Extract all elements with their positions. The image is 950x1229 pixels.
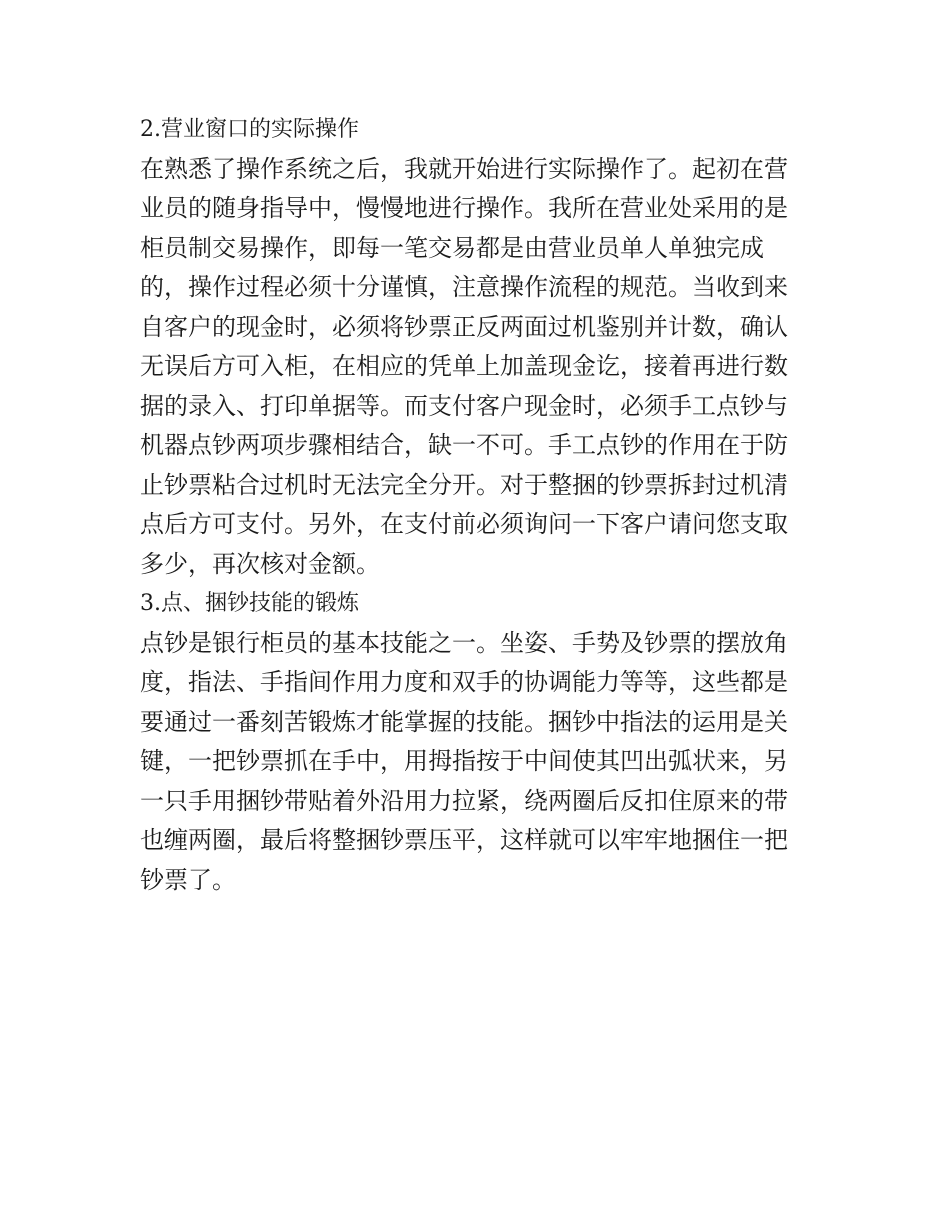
- paragraph-line: 自客户的现金时，必须将钞票正反两面过机鉴别并计数，确认: [140, 312, 788, 341]
- section-paragraph: [140, 150, 820, 585]
- section-heading: 2.营业窗口的实际操作: [140, 117, 359, 142]
- paragraph-line: 柜员制交易操作，即每一笔交易都是由营业员单人单独完成: [140, 233, 764, 262]
- paragraph-line: 多少，再次核对金额。: [140, 549, 380, 578]
- paragraph-line: 也缠两圈，最后将整捆钞票压平，这样就可以牢牢地捆住一把: [140, 826, 788, 854]
- section-paragraph: [140, 624, 820, 901]
- paragraph-line: 无误后方可入柜，在相应的凭单上加盖现金讫，接着再进行数: [140, 352, 788, 380]
- paragraph-line: 止钞票粘合过机时无法完全分开。对于整捆的钞票拆封过机清: [140, 470, 788, 499]
- paragraph-line: 一只手用捆钞带贴着外沿用力拉紧，绕两圈后反扣住原来的带: [140, 786, 788, 815]
- paragraph-line: 键，一把钞票抓在手中，用拇指按于中间使其凹出弧状来，另: [140, 747, 788, 775]
- paragraph-line: 点钞是银行柜员的基本技能之一。坐姿、手势及钞票的摆放角: [140, 628, 788, 657]
- paragraph-line: 机器点钞两项步骤相结合，缺一不可。手工点钞的作用在于防: [140, 431, 788, 459]
- section-heading: 3.点、捆钞技能的锻炼: [140, 591, 359, 616]
- paragraph-line: 的，操作过程必须十分谨慎，注意操作流程的规范。当收到来: [140, 273, 788, 301]
- paragraph-line: 钞票了。: [140, 865, 236, 894]
- paragraph-line: 业员的随身指导中，慢慢地进行操作。我所在营业处采用的是: [140, 194, 788, 222]
- paragraph-line: 点后方可支付。另外，在支付前必须询问一下客户请问您支取: [140, 510, 788, 538]
- paragraph-line: 度，指法、手指间作用力度和双手的协调能力等等，这些都是: [140, 668, 788, 696]
- paragraph-line: 在熟悉了操作系统之后，我就开始进行实际操作了。起初在营: [140, 154, 788, 183]
- paragraph-line: 据的录入、打印单据等。而支付客户现金时，必须手工点钞与: [140, 391, 788, 420]
- document-page: [140, 110, 820, 900]
- paragraph-line: 要通过一番刻苦锻炼才能掌握的技能。捆钞中指法的运用是关: [140, 707, 788, 736]
